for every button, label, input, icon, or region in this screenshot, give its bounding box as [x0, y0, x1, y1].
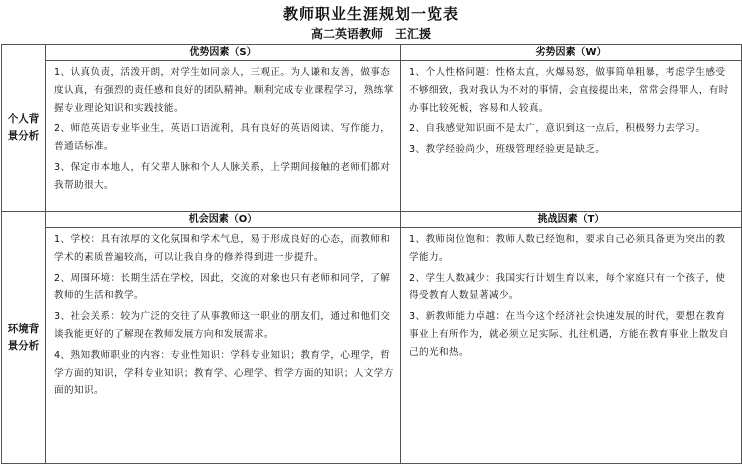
swot-table	[1, 44, 742, 464]
opportunity-item-3: 3、社会关系：较为广泛的交往了从事教师这一职业的朋友们，通过和他们交谈我能更好的了解现在教师发展方向和发展需求。	[54, 311, 391, 340]
opportunity-item-2: 2、周围环境：长期生活在学校，因此，交流的对象也只有老师和同学，了解教师的生活和教学。	[54, 272, 391, 302]
threats-cell	[401, 228, 742, 464]
strengths-header: 优势因素（S）	[46, 45, 401, 61]
environment-content-row	[2, 228, 742, 464]
threat-item-3: 3、新教师能力卓越：在当今这个经济社会快速发展的时代，要想在教育事业上有所作为，就必须立足实际、扎往机遇，方能在教育事业上散发自己的光和热。	[409, 311, 729, 358]
weakness-item-3: 3、教学经验尚少，班级管理经验更是缺乏。	[409, 144, 606, 156]
environment-row-label-line1: 环境背	[7, 322, 40, 335]
document-title: 教师职业生涯规划一览表	[282, 5, 459, 23]
strength-item-2: 2、师范英语专业毕业生，英语口语流利，具有良好的英语阅读、写作能力，普通话标准。	[54, 123, 391, 153]
strengths-cell	[46, 61, 401, 212]
strength-item-1: 1、认真负责，活泼开朗，对学生如同亲人，三观正。为人谦和友善，做事态度认真，有强烈的责任感和良好的团队精神。顺利完成专业课程学习，熟练掌握专业理论知识和实践技能。	[54, 67, 394, 114]
weaknesses-header: 劣势因素（W）	[401, 45, 742, 61]
document-subtitle: 高二英语教师 王汇援	[310, 27, 431, 41]
weakness-item-2: 2、自我感觉知识面不是太广，意识到这一点后，积极努力去学习。	[409, 123, 706, 135]
threat-item-2: 2、学生人数减少：我国实行计划生育以来，每个家庭只有一个孩子，使得受教育人数显著减少。	[409, 272, 726, 302]
environment-header-row	[2, 212, 742, 228]
opportunity-item-4: 4、熟知教师职业的内容：专业性知识：学科专业知识；教育学，心理学，哲学方面的知识，学科专业知识；教育学、心理学、哲学方面的知识；人文学方面的知识。	[54, 349, 394, 397]
threat-item-1: 1、教师岗位饱和：教师人数已经饱和，要求自己必须具备更为突出的教学能力。	[409, 234, 726, 263]
personal-row-label-line2: 景分析	[7, 130, 40, 142]
personal-row-label	[2, 45, 46, 212]
personal-content-row	[2, 61, 742, 212]
strength-item-3: 3、保定市本地人，有父辈人脉和个人人脉关系，上学期间接触的老师们都对我帮助很大。	[54, 161, 391, 191]
weaknesses-cell	[401, 61, 742, 212]
environment-row-label	[2, 212, 46, 464]
weakness-item-1: 1、个人性格问题：性格太直，火爆易怒，做事简单粗暴，考虑学生感受不够细致，我对我认为不对的事情，会直接提出来，常常会得罪人，有时办事比较死板，容易和人较真。	[409, 67, 729, 114]
opportunities-header: 机会因素（O）	[46, 212, 401, 228]
environment-row-label-line2: 景分析	[7, 339, 40, 352]
personal-header-row	[2, 45, 742, 61]
opportunities-cell	[46, 228, 401, 464]
opportunity-item-1: 1、学校：具有浓厚的文化氛围和学术气息，易于形成良好的心态，而教师和学术的素质普遍较高，可以让我自身的修养得到进一步提升。	[54, 234, 391, 263]
threats-header: 挑战因素（T）	[401, 212, 742, 228]
personal-row-label-line1: 个人背	[7, 113, 40, 125]
